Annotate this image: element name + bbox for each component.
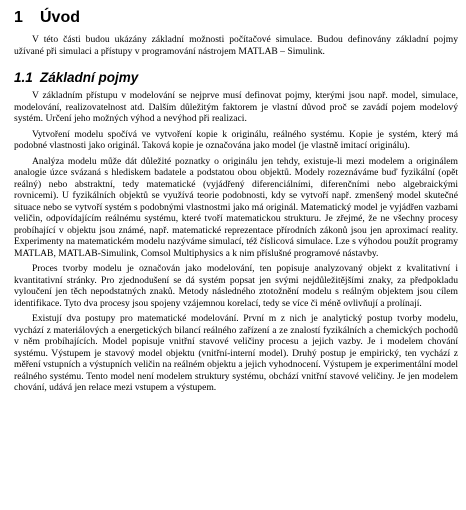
subsection-number: 1.1	[14, 70, 33, 85]
section-intro-paragraph: V této části budou ukázány základní možnosti počítačové simulace. Budou definovány základní pojmy užívané při simulaci a přístupy v programování nástrojem MATLAB – Simulink.	[14, 34, 458, 57]
subsection-title: Základní pojmy	[40, 70, 139, 85]
section-number: 1	[14, 9, 23, 26]
paragraph-model-analysis: Analýza modelu může dát důležité poznatky o originálu jen tehdy, existuje-li mezi modelem a originálem analogie úzce svázaná s hlediskem badatele a podstatou obou objektů. Modely rozeznáváme buď fyzikální (opět reálný) nebo abstraktní, tedy matematické (vyjádřený diferenciálními, diferenčními nebo algebraickými rovnicemi). U fyzikálních objektů se využívá teorie podobnosti, kdy se vytvoří např. zmenšený model skutečné situace nebo se vytvoří systém s podobnými vlastnostmi jako má originál. Matematický model je vyjádřen vazbami veličin, odpovídajícím reálnému systému, které tvoří matematickou strukturu. Je zřejmé, že ne všechny procesy probíhající v objektu jsou známé, např. matematické reprezentace přírodních zákonů jsou jen aproximací reality. Experimenty na matematickém modelu nazýváme simulací, též číslicová simulace. Lze s výhodou použít programy MATLAB, MATLAB-Simulink, Comsol Multiphysics a k nim příslušné programové nástavby.	[14, 155, 458, 259]
paragraph-modeling-process: Proces tvorby modelu je označován jako modelování, ten popisuje analyzovaný objekt z kvalitativní i kvantitativní stránky. Pro zjednodušení se dá systém popsat jen svými nejdůležitějšími znaky, za předpokladu vyloučení jen těch nepodstatných znaků. Metody následného ztotožnění modelu s reálným objektem jsou cílem identifikace. Tyto dva procesy jsou spojeny vzájemnou korelací, tedy se více či méně ovlivňují a prolínají.	[14, 263, 458, 309]
paragraph-modeling-approaches: Existují dva postupy pro matematické modelování. První m z nich je analytický postup tvorby modelu, vychází z materiálových a energetických bilancí reálného zařízení a ze znalostí fyzikálních a chemických pochodů v něm probíhajících. Model popisuje vnitřní stavové veličiny procesu a jejich vazby. Je i modelem chování systému. Výstupem je stavový model objektu (vnitřní-interní model). Druhý postup je empirický, ten vychází z měření vstupních a výstupních veličin na reálném objektu a jejich vyhodnocení. Výstupem je experimentální model reálného systému. Tento model není modelem struktury systému, obchází vnitřní stavové veličiny. Je jen modelem chování, udává jen relace mezi vstupem a výstupem.	[14, 313, 458, 393]
document-page	[14, 8, 458, 398]
section-title: Úvod	[40, 9, 80, 26]
paragraph-basic-concepts: V základním přístupu v modelování se nejprve musí definovat pojmy, kterými jsou např. model, simulace, modelování, realizovatelnost atd. Dalším důležitým faktorem je vlastní důvod proč se zavádí pojem modelový systém. Určení jeho možných výhod a nevýhod při realizaci.	[14, 90, 458, 124]
paragraph-model-creation: Vytvoření modelu spočívá ve vytvoření kopie k originálu, reálného systému. Kopie je systém, který má podobné vlastnosti jako originál. Taková kopie je označována jako model (je vlastně imitací originálu).	[14, 128, 458, 151]
section-heading	[14, 8, 458, 28]
subsection-heading	[14, 69, 458, 86]
